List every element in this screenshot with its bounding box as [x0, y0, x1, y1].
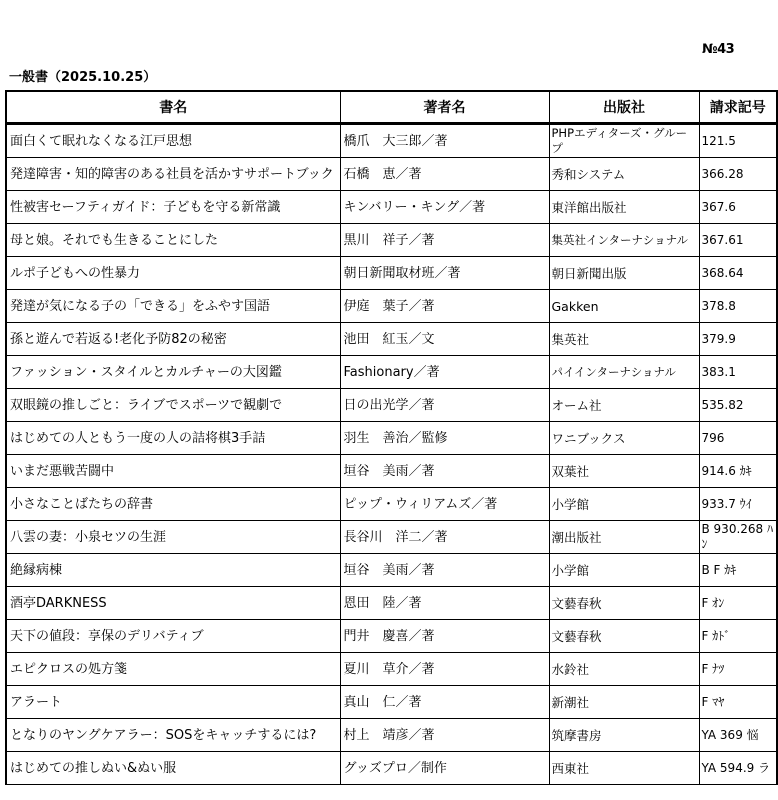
- publisher-cell: 秀和システム: [549, 158, 699, 191]
- document-number: №43: [702, 42, 735, 57]
- book-title-cell: 発達が気になる子の「できる」をふやす国語: [6, 290, 340, 323]
- call-number-cell: 383.1: [699, 356, 777, 389]
- column-header-title: 書名: [6, 91, 340, 124]
- author-cell: 池田 紅玉／文: [340, 323, 549, 356]
- author-cell: 朝日新聞取材班／著: [340, 257, 549, 290]
- call-number-cell: 121.5: [699, 124, 777, 158]
- call-number-cell: 914.6 ｶｷ: [699, 455, 777, 488]
- publisher-cell: 集英社: [549, 323, 699, 356]
- author-cell: Fashionary／著: [340, 356, 549, 389]
- publisher-cell: 東洋館出版社: [549, 191, 699, 224]
- call-number-cell: YA 369 悩: [699, 719, 777, 752]
- table-row: [6, 389, 777, 422]
- author-cell: 羽生 善治／監修: [340, 422, 549, 455]
- author-cell: キンバリー・キング／著: [340, 191, 549, 224]
- table-row: [6, 488, 777, 521]
- table-row: [6, 455, 777, 488]
- book-list-table: [5, 90, 778, 785]
- book-title-cell: 天下の値段：享保のデリバティブ: [6, 620, 340, 653]
- table-row: [6, 290, 777, 323]
- call-number-cell: 367.61: [699, 224, 777, 257]
- table-row: [6, 422, 777, 455]
- book-title-cell: 小さなことばたちの辞書: [6, 488, 340, 521]
- publisher-cell: 双葉社: [549, 455, 699, 488]
- book-title-cell: 八雲の妻：小泉セツの生涯: [6, 521, 340, 554]
- publisher-cell: 潮出版社: [549, 521, 699, 554]
- call-number-cell: F ﾏﾔ: [699, 686, 777, 719]
- book-title-cell: 双眼鏡の推しごと：ライブでスポーツで観劇で: [6, 389, 340, 422]
- call-number-cell: 535.82: [699, 389, 777, 422]
- table-header-row: [6, 91, 777, 124]
- author-cell: 村上 靖彦／著: [340, 719, 549, 752]
- table-row: [6, 554, 777, 587]
- publisher-cell: 西東社: [549, 752, 699, 785]
- call-number-cell: 368.64: [699, 257, 777, 290]
- author-cell: 真山 仁／著: [340, 686, 549, 719]
- column-header-author: 著者名: [340, 91, 549, 124]
- book-title-cell: 性被害セーフティガイド：子どもを守る新常識: [6, 191, 340, 224]
- publisher-cell: オーム社: [549, 389, 699, 422]
- author-cell: グッズプロ／制作: [340, 752, 549, 785]
- author-cell: 日の出光学／著: [340, 389, 549, 422]
- call-number-cell: B 930.268 ﾊﾝ: [699, 521, 777, 554]
- author-cell: 恩田 陸／著: [340, 587, 549, 620]
- column-header-call-number: 請求記号: [699, 91, 777, 124]
- call-number-cell: 378.8: [699, 290, 777, 323]
- book-title-cell: アラート: [6, 686, 340, 719]
- book-title-cell: 面白くて眠れなくなる江戸思想: [6, 124, 340, 158]
- book-title-cell: となりのヤングケアラー：SOSをキャッチするには?: [6, 719, 340, 752]
- column-header-publisher: 出版社: [549, 91, 699, 124]
- book-title-cell: はじめての推しぬい&ぬい服: [6, 752, 340, 785]
- book-title-cell: 酒亭DARKNESS: [6, 587, 340, 620]
- publisher-cell: 朝日新聞出版: [549, 257, 699, 290]
- call-number-cell: 367.6: [699, 191, 777, 224]
- author-cell: 門井 慶喜／著: [340, 620, 549, 653]
- author-cell: 垣谷 美雨／著: [340, 554, 549, 587]
- call-number-cell: 379.9: [699, 323, 777, 356]
- author-cell: 黒川 祥子／著: [340, 224, 549, 257]
- table-row: [6, 686, 777, 719]
- publisher-cell: 小学館: [549, 488, 699, 521]
- table-row: [6, 752, 777, 785]
- table-row: [6, 587, 777, 620]
- author-cell: ピップ・ウィリアムズ／著: [340, 488, 549, 521]
- call-number-cell: F ｶﾄﾞ: [699, 620, 777, 653]
- table-row: [6, 323, 777, 356]
- author-cell: 長谷川 洋二／著: [340, 521, 549, 554]
- author-cell: 石橋 恵／著: [340, 158, 549, 191]
- author-cell: 伊庭 葉子／著: [340, 290, 549, 323]
- publisher-cell: 集英社インターナショナル: [549, 224, 699, 257]
- publisher-cell: パイインターナショナル: [549, 356, 699, 389]
- table-row: [6, 653, 777, 686]
- book-title-cell: 孫と遊んで若返る!老化予防82の秘密: [6, 323, 340, 356]
- publisher-cell: 小学館: [549, 554, 699, 587]
- table-row: [6, 257, 777, 290]
- publisher-cell: 文藝春秋: [549, 587, 699, 620]
- table-row: [6, 224, 777, 257]
- call-number-cell: F ｵﾝ: [699, 587, 777, 620]
- table-row: [6, 521, 777, 554]
- publisher-cell: PHPエディターズ・グループ: [549, 124, 699, 158]
- book-title-cell: 発達障害・知的障害のある社員を活かすサポートブック: [6, 158, 340, 191]
- page-title: 一般書（2025.10.25）: [9, 70, 157, 85]
- publisher-cell: Gakken: [549, 290, 699, 323]
- book-title-cell: エピクロスの処方箋: [6, 653, 340, 686]
- book-title-cell: ファッション・スタイルとカルチャーの大図鑑: [6, 356, 340, 389]
- table-row: [6, 191, 777, 224]
- call-number-cell: 366.28: [699, 158, 777, 191]
- table-row: [6, 620, 777, 653]
- table-row: [6, 124, 777, 158]
- book-title-cell: いまだ悪戦苦闘中: [6, 455, 340, 488]
- publisher-cell: ワニブックス: [549, 422, 699, 455]
- call-number-cell: F ﾅﾂ: [699, 653, 777, 686]
- publisher-cell: 水鈴社: [549, 653, 699, 686]
- call-number-cell: YA 594.9 ラ: [699, 752, 777, 785]
- publisher-cell: 筑摩書房: [549, 719, 699, 752]
- call-number-cell: 796: [699, 422, 777, 455]
- publisher-cell: 新潮社: [549, 686, 699, 719]
- author-cell: 橋爪 大三郎／著: [340, 124, 549, 158]
- call-number-cell: 933.7 ｳｲ: [699, 488, 777, 521]
- table-row: [6, 158, 777, 191]
- table-row: [6, 719, 777, 752]
- book-title-cell: 絶縁病棟: [6, 554, 340, 587]
- book-title-cell: ルポ子どもへの性暴力: [6, 257, 340, 290]
- call-number-cell: B F ｶｷ: [699, 554, 777, 587]
- publisher-cell: 文藝春秋: [549, 620, 699, 653]
- author-cell: 夏川 草介／著: [340, 653, 549, 686]
- author-cell: 垣谷 美雨／著: [340, 455, 549, 488]
- table-row: [6, 356, 777, 389]
- book-title-cell: 母と娘。それでも生きることにした: [6, 224, 340, 257]
- book-title-cell: はじめての人ともう一度の人の詰将棋3手詰: [6, 422, 340, 455]
